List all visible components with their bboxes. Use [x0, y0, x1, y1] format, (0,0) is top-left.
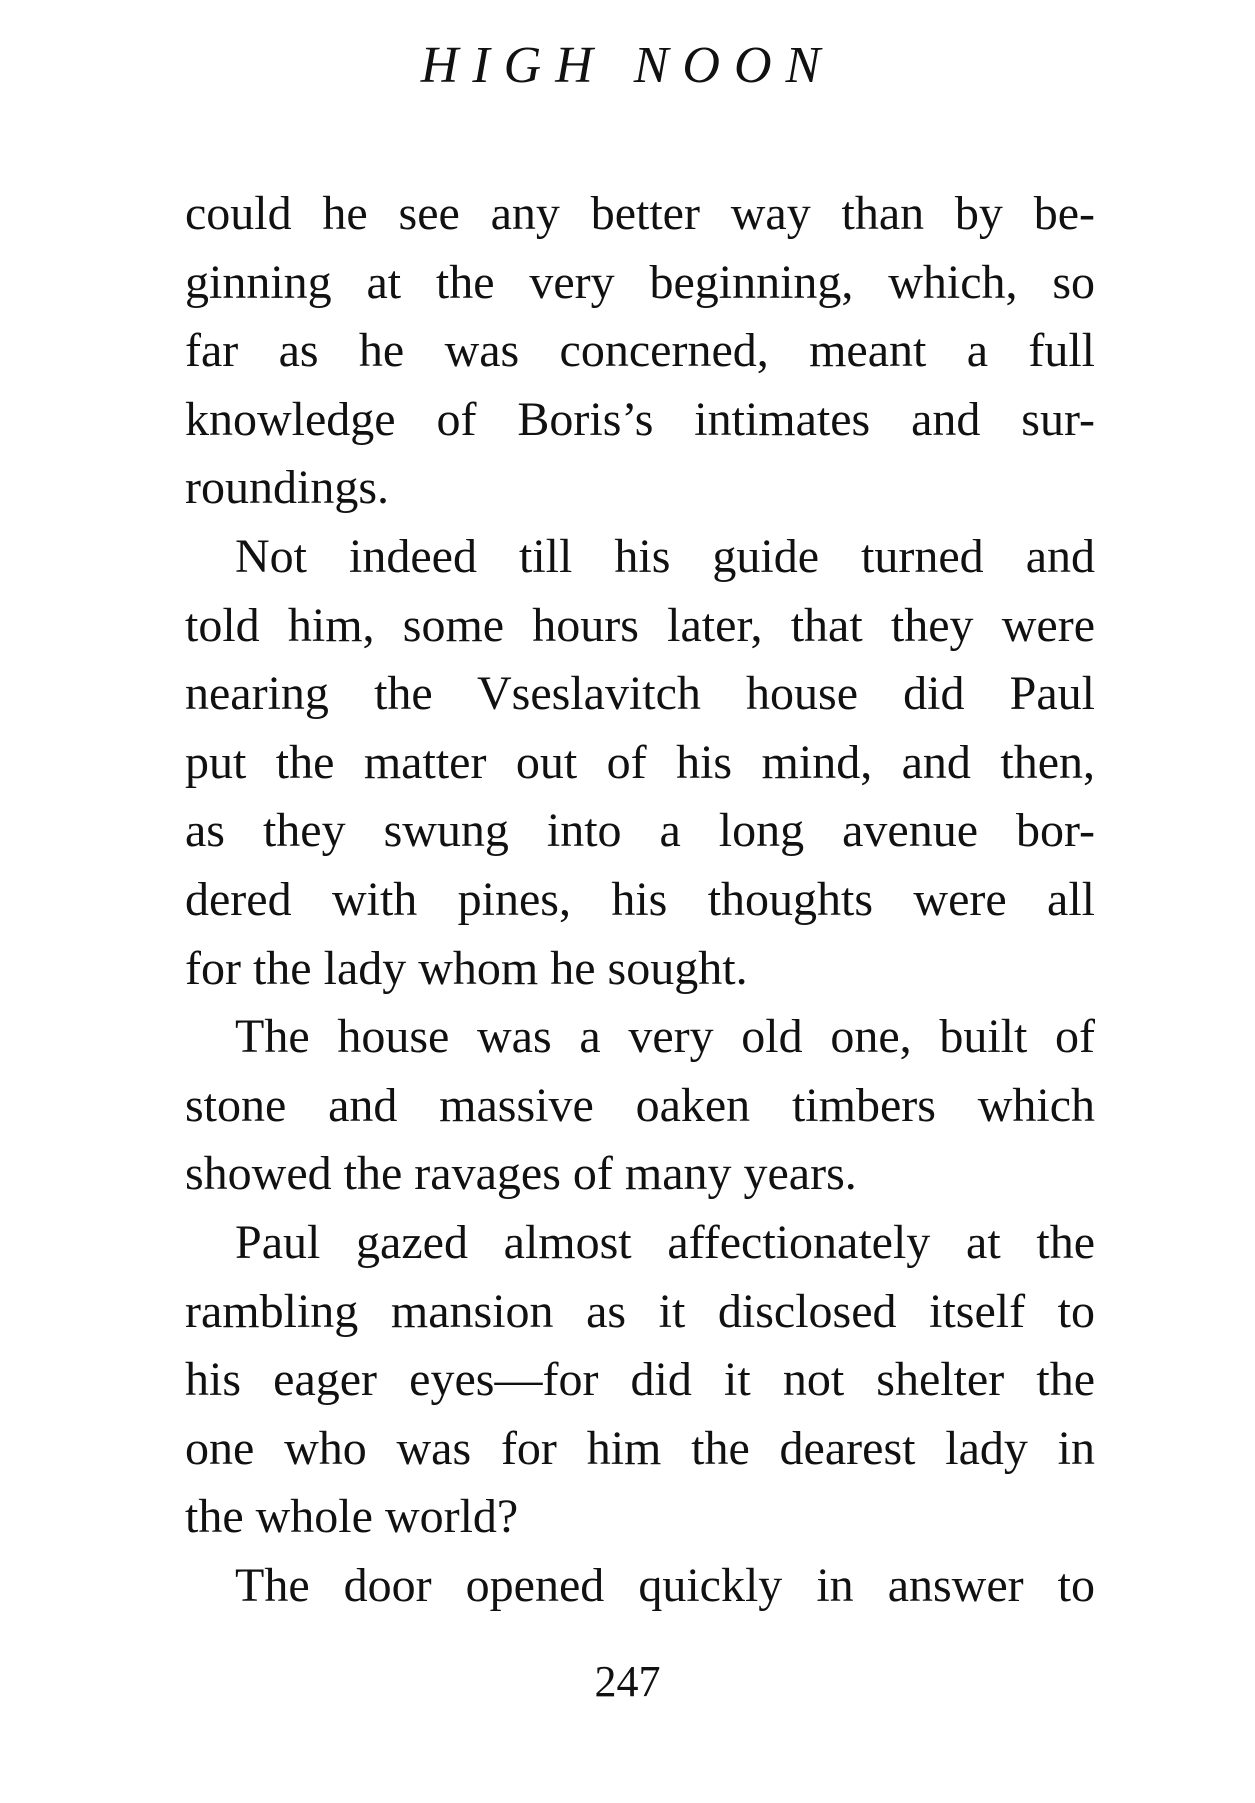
text-line: as they swung into a long avenue bor- — [185, 804, 1095, 858]
text-line: ginning at the very beginning, which, so — [185, 255, 1095, 309]
text-line: knowledge of Boris’s intimates and sur- — [185, 392, 1095, 446]
body-text — [185, 180, 1095, 1620]
text-line: The house was a very old one, built of — [235, 1010, 1095, 1064]
text-line: showed the ravages of many years. — [185, 1147, 857, 1201]
text-line: dered with pines, his thoughts were all — [185, 872, 1095, 926]
text-line: far as he was concerned, meant a full — [185, 324, 1095, 378]
text-line: stone and massive oaken timbers which — [185, 1078, 1095, 1132]
text-line: the whole world? — [185, 1490, 519, 1544]
text-line: could he see any better way than by be- — [185, 187, 1095, 240]
running-head: HIGH NOON — [420, 37, 835, 94]
text-line: Paul gazed almost affectionately at the — [235, 1215, 1095, 1269]
text-line: his eager eyes—for did it not shelter the — [185, 1353, 1095, 1407]
text-line: put the matter out of his mind, and then, — [185, 735, 1095, 789]
text-line: for the lady whom he sought. — [185, 941, 748, 995]
page-number: 247 — [594, 1657, 661, 1706]
text-line: one who was for him the dearest lady in — [185, 1421, 1095, 1475]
text-line: The door opened quickly in answer to — [235, 1558, 1095, 1612]
text-line: Not indeed till his guide turned and — [235, 529, 1095, 583]
text-line: nearing the Vseslavitch house did Paul — [185, 667, 1095, 721]
text-line: rambling mansion as it disclosed itself to — [185, 1284, 1095, 1338]
text-line: told him, some hours later, that they were — [185, 598, 1095, 652]
text-line: roundings. — [185, 461, 389, 515]
